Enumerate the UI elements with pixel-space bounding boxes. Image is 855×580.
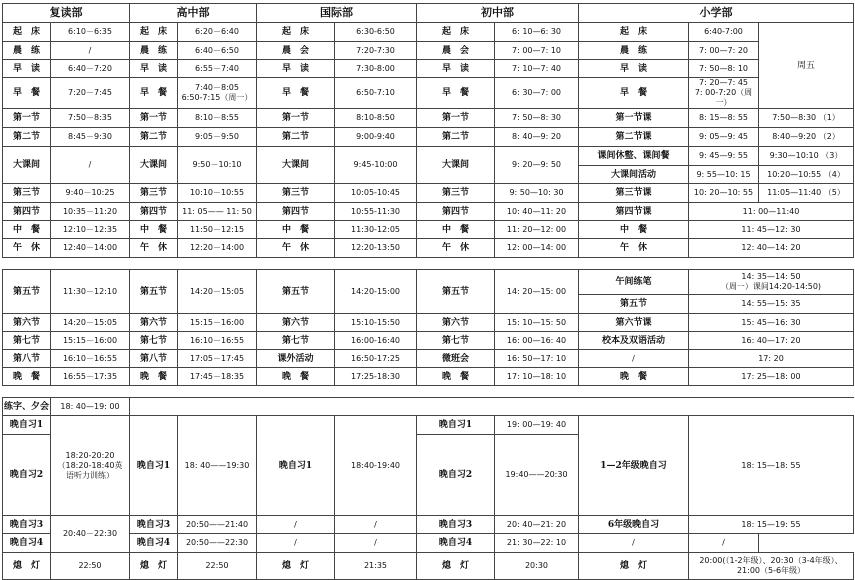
row-label: 第八节 [3,350,51,368]
row-label: 熄 灯 [417,553,495,580]
row-label: 午 休 [257,239,335,258]
time-cell: 6:20－6:40 [178,23,257,42]
time-cell: 6:10－6:35 [51,23,130,42]
time-cell: 20:50——21:40 [178,516,257,534]
time-cell: 9:30—10:10 （3） [759,147,854,166]
time-cell: 19:40——20:30 [495,435,579,516]
time-cell: 12: 40—14: 20 [689,239,854,258]
row-label: 早 餐 [3,78,51,109]
row-label: 第三节 [3,184,51,203]
row-label: 早 餐 [417,78,495,109]
time-cell: 10: 20—10: 55 [689,184,759,203]
time-cell: 7: 50—8: 10 [689,60,759,78]
time-cell: 8: 40—9: 20 [495,128,579,147]
row-label: 第二节课 [579,128,689,147]
time-cell: 6: 10—6: 30 [495,23,579,42]
row-label: 午 休 [130,239,178,258]
row-label: 中 餐 [579,221,689,239]
time-cell: 10:10－10:55 [178,184,257,203]
time-cell: 21:35 [335,553,417,580]
time-cell: 22:50 [178,553,257,580]
row-label: 第一节 [130,109,178,128]
row-label: 微班会 [417,350,495,368]
row-label: 中 餐 [257,221,335,239]
time-cell: 6:40-7:00 [689,23,759,42]
row-label: 晚自习3 [417,516,495,534]
time-cell: 9:45-10:00 [335,147,417,184]
section-header: 国际部 [257,4,417,23]
time-cell: 12:20-13:50 [335,239,417,258]
time-cell: 15:10-15:50 [335,314,417,332]
time-cell: 14: 55—15: 35 [689,295,854,314]
time-cell: 15: 45—16: 30 [689,314,854,332]
time-cell: 18: 40——19:30 [178,416,257,516]
row-label: 早 读 [417,60,495,78]
row-label: 第五节 [3,270,51,314]
time-cell: 12:40－14:00 [51,239,130,258]
time-cell: 18:40-19:40 [335,416,417,516]
row-label: 晚自习4 [3,534,51,553]
time-cell: / [579,534,689,553]
row-label: 大课间 [3,147,51,184]
row-label: 晚自习1 [417,416,495,435]
row-label: 第七节 [130,332,178,350]
time-cell: 8:45－9:30 [51,128,130,147]
time-cell: 12: 00—14: 00 [495,239,579,258]
row-label: 晚 餐 [417,368,495,386]
row-label: 晚 餐 [3,368,51,386]
row-label: 第六节 [130,314,178,332]
row-label: 熄 灯 [3,553,51,580]
row-label: 早 读 [3,60,51,78]
row-label: 起 床 [579,23,689,42]
time-cell: 10: 40—11: 20 [495,203,579,221]
row-label: 午间练笔 [579,270,689,295]
row-label: 晨 会 [257,42,335,60]
time-cell: 16: 00—16: 40 [495,332,579,350]
row-label: 第六节 [3,314,51,332]
row-label: 第八节 [130,350,178,368]
time-cell: 18: 15—18: 55 [689,416,854,516]
row-label: 早 餐 [579,78,689,109]
row-label: 大课间活动 [579,166,689,184]
row-label: 第六节 [417,314,495,332]
time-cell: 20: 40—21: 20 [495,516,579,534]
row-label: 第四节 [417,203,495,221]
time-cell: 10:05-10:45 [335,184,417,203]
row-label: 第四节 [257,203,335,221]
row-label: 第一节 [257,109,335,128]
time-cell: 19: 00—19: 40 [495,416,579,435]
row-label: 早 餐 [130,78,178,109]
time-cell: 9:40－10:25 [51,184,130,203]
time-cell: / [257,534,335,553]
time-cell: 17:25-18:30 [335,368,417,386]
row-label: 练字、夕会 [3,398,51,416]
time-cell: 16:10－16:55 [178,332,257,350]
time-cell: 6:40－7:20 [51,60,130,78]
row-label: 第六节课 [579,314,689,332]
row-label: 早 读 [257,60,335,78]
row-label: 第三节课 [579,184,689,203]
row-label: 大课间 [257,147,335,184]
row-label: 第二节 [417,128,495,147]
row-label: 晨 练 [3,42,51,60]
time-cell: 6:50-7:10 [335,78,417,109]
time-cell: 7:40－8:05 6:50-7:15（周一） [178,78,257,109]
row-label: 大课间 [417,147,495,184]
time-cell: 11: 45—12: 30 [689,221,854,239]
time-cell: 12:20－14:00 [178,239,257,258]
section-header: 初中部 [417,4,579,23]
time-cell: 7:20－7:45 [51,78,130,109]
time-cell: 6: 30—7: 00 [495,78,579,109]
time-cell: 11:30-12:05 [335,221,417,239]
time-cell: 16:10－16:55 [51,350,130,368]
time-cell: 6:30-6:50 [335,23,417,42]
time-cell: / [257,516,335,534]
time-cell: 17: 10—18: 10 [495,368,579,386]
row-label: 午 休 [3,239,51,258]
row-label: 起 床 [417,23,495,42]
time-cell: 14:20-15:00 [335,270,417,314]
time-cell: 8: 15—8: 55 [689,109,759,128]
row-label: 起 床 [257,23,335,42]
time-cell: 11:30－12:10 [51,270,130,314]
time-cell: 14:20－15:05 [178,270,257,314]
time-cell: 20:00(（1-2年级）、20:30（3-4年级）、 21:00（5-6年级） [689,553,854,580]
row-label: 起 床 [3,23,51,42]
time-cell: 17:45－18:35 [178,368,257,386]
row-label: 第三节 [130,184,178,203]
time-cell: 11:05—11:40 （5） [759,184,854,203]
section-header: 高中部 [130,4,257,23]
row-label: 第五节 [130,270,178,314]
row-label: 第五节 [579,295,689,314]
time-cell: 15: 10—15: 50 [495,314,579,332]
separator-row [3,258,854,270]
row-label: 第三节 [257,184,335,203]
row-label: 第七节 [257,332,335,350]
time-cell: 7:20-7:30 [335,42,417,60]
row-label: 中 餐 [3,221,51,239]
time-cell: 7: 10—7: 40 [495,60,579,78]
time-cell: / [51,147,130,184]
time-cell: / [689,534,759,553]
time-cell: 9:00-9:40 [335,128,417,147]
time-cell: 20:30 [495,553,579,580]
time-cell: 6:40－6:50 [178,42,257,60]
row-label: 第五节 [257,270,335,314]
time-cell: 9: 50—10: 30 [495,184,579,203]
row-label: 第一节 [3,109,51,128]
row-label: 大课间 [130,147,178,184]
time-cell: 17: 20 [689,350,854,368]
row-label: 中 餐 [130,221,178,239]
row-label: 6年级晚自习 [579,516,689,534]
time-cell: 18: 15—19: 55 [689,516,854,534]
time-cell: 18: 40—19: 00 [51,398,130,416]
row-label: 第一节 [417,109,495,128]
time-cell: 14: 35—14: 50 （周一）课间14:20-14:50) [689,270,854,295]
time-cell: 12:10－12:35 [51,221,130,239]
row-label: 晨 会 [417,42,495,60]
row-label: 晚自习1 [257,416,335,516]
time-cell: 8:40—9:20 （2） [759,128,854,147]
row-label: 第五节 [417,270,495,314]
separator-row [3,386,854,398]
time-cell: 10:55-11:30 [335,203,417,221]
time-cell: / [51,42,130,60]
schedule-table [2,3,854,580]
time-cell: 10:35－11:20 [51,203,130,221]
row-label: 晚 餐 [579,368,689,386]
time-cell: 15:15－16:00 [178,314,257,332]
time-cell: 14: 20—15: 00 [495,270,579,314]
time-cell: 8:10－8:55 [178,109,257,128]
time-cell: 11:50－12:15 [178,221,257,239]
time-cell: 15:15－16:00 [51,332,130,350]
time-cell: 8:10-8:50 [335,109,417,128]
time-cell: 16: 50—17: 10 [495,350,579,368]
time-cell: 11: 00—11:40 [689,203,854,221]
time-cell: 9: 55—10: 15 [689,166,759,184]
time-cell: 20:50——22:30 [178,534,257,553]
time-cell: 14:20－15:05 [51,314,130,332]
time-cell: 7:30-8:00 [335,60,417,78]
row-label: 第二节 [257,128,335,147]
row-label: 早 读 [130,60,178,78]
time-cell: 6:55－7:40 [178,60,257,78]
time-cell: / [335,516,417,534]
time-cell: 9: 45—9: 55 [689,147,759,166]
time-cell: 16:00-16:40 [335,332,417,350]
time-cell: 21: 30—22: 10 [495,534,579,553]
time-cell: / [579,350,689,368]
row-label: 午 休 [417,239,495,258]
time-cell: / [335,534,417,553]
row-label: 晚 餐 [257,368,335,386]
time-cell: 16: 40—17: 20 [689,332,854,350]
row-label: 第一节课 [579,109,689,128]
row-label: 第七节 [417,332,495,350]
row-label: 第二节 [3,128,51,147]
time-cell: 11: 20—12: 00 [495,221,579,239]
row-label: 晨 练 [579,42,689,60]
row-label: 中 餐 [417,221,495,239]
time-cell: 17: 25—18: 00 [689,368,854,386]
row-label: 熄 灯 [257,553,335,580]
row-label: 熄 灯 [579,553,689,580]
time-cell: 10:20—10:55 （4） [759,166,854,184]
time-cell: 7: 50—8: 30 [495,109,579,128]
row-label: 第四节课 [579,203,689,221]
time-cell: 7: 00—7: 20 [689,42,759,60]
row-label: 早 读 [579,60,689,78]
time-cell: 9: 05—9: 45 [689,128,759,147]
row-label: 晨 练 [130,42,178,60]
row-label: 晚自习4 [130,534,178,553]
row-label: 起 床 [130,23,178,42]
row-label: 晚自习2 [417,435,495,516]
row-label: 晚自习4 [417,534,495,553]
time-cell: 20:40－22:30 [51,516,130,553]
row-label: 晚自习2 [3,435,51,516]
row-label: 校本及双语活动 [579,332,689,350]
time-cell: 7: 20—7: 45 7: 00-7:20（周一） [689,78,759,109]
row-label: 第七节 [3,332,51,350]
time-cell: 9: 20—9: 50 [495,147,579,184]
time-cell: 16:50-17:25 [335,350,417,368]
row-label: 第三节 [417,184,495,203]
row-label: 晚自习1 [3,416,51,435]
row-label: 第四节 [130,203,178,221]
friday-header: 周五 [759,23,854,109]
time-cell: 18:20-20:20 （18:20-18:40英 语听力训练） [51,416,130,516]
row-label: 第四节 [3,203,51,221]
row-label: 第二节 [130,128,178,147]
time-cell: 9:05－9:50 [178,128,257,147]
section-header: 小学部 [579,4,854,23]
time-cell: 16:55－17:35 [51,368,130,386]
row-label: 熄 灯 [130,553,178,580]
row-label: 早 餐 [257,78,335,109]
row-label: 晚自习3 [130,516,178,534]
row-label: 第六节 [257,314,335,332]
time-cell: 7:50—8:30 （1） [759,109,854,128]
time-cell: 7:50－8:35 [51,109,130,128]
section-header: 复读部 [3,4,130,23]
row-label: 晚 餐 [130,368,178,386]
time-cell: 22:50 [51,553,130,580]
row-label: 1—2年级晚自习 [579,416,689,516]
time-cell: 11: 05—— 11: 50 [178,203,257,221]
time-cell: 17:05－17:45 [178,350,257,368]
time-cell: 9:50－10:10 [178,147,257,184]
row-label: 晚自习3 [3,516,51,534]
row-label: 课间休整、课间餐 [579,147,689,166]
row-label: 课外活动 [257,350,335,368]
time-cell: 7: 00—7: 10 [495,42,579,60]
row-label: 午 休 [579,239,689,258]
row-label: 晚自习1 [130,416,178,516]
